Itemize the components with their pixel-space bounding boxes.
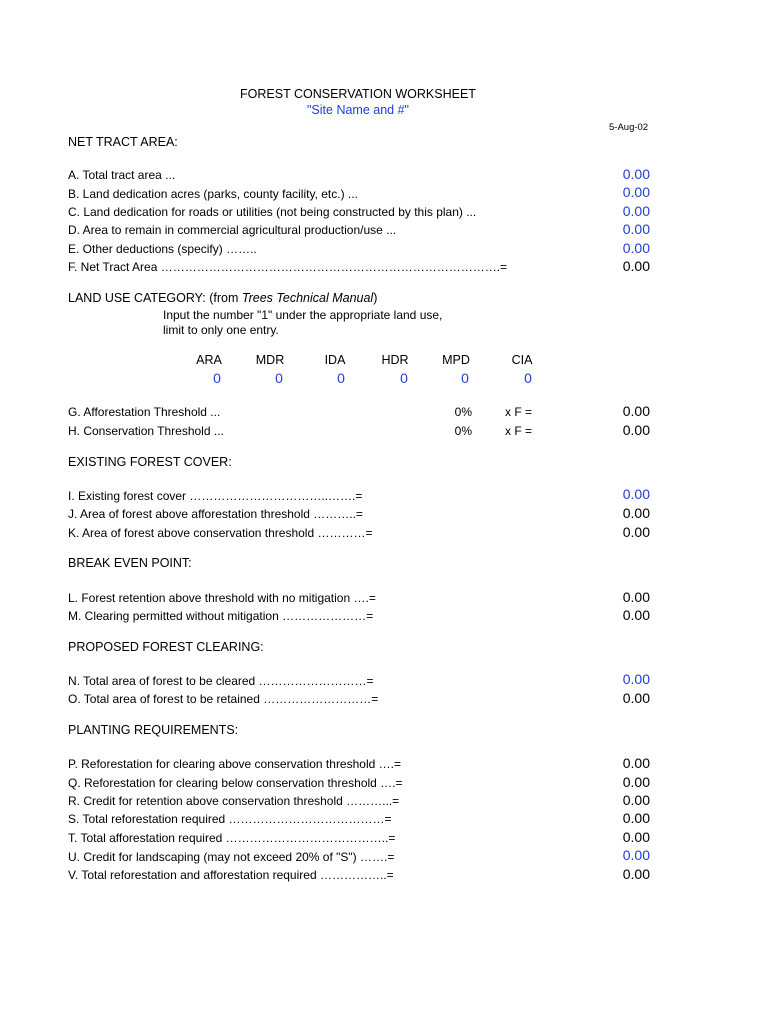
row-label-j: J. Area of forest above afforestation threshold ………..= [68, 507, 363, 521]
row-label-r: R. Credit for retention above conservation threshold ………...= [68, 794, 400, 808]
value-net-tract-area: 0.00 [622, 258, 650, 274]
trees-technical-manual-ref: Trees Technical Manual [241, 291, 374, 305]
row-label-c: C. Land dedication for roads or utilities (not being constructed by this plan) ... [68, 205, 477, 219]
row-label-o: O. Total area of forest to be retained ………………………= [68, 692, 379, 706]
input-landscaping-credit[interactable]: 0.00 [622, 847, 650, 863]
land-use-heading-suffix: ) [373, 291, 378, 305]
value-total-afforestation: 0.00 [622, 829, 650, 845]
section-heading-planting: PLANTING REQUIREMENTS: [68, 723, 239, 737]
value-forest-above-afforestation: 0.00 [622, 505, 650, 521]
row-label-b: B. Land dedication acres (parks, county facility, etc.) ... [68, 187, 358, 201]
input-land-use-hdr[interactable]: 0 [400, 370, 408, 386]
land-use-code-cia: CIA [511, 353, 533, 367]
land-use-code-mdr: MDR [255, 353, 285, 367]
input-other-deductions[interactable]: 0.00 [622, 240, 650, 256]
input-land-use-mdr[interactable]: 0 [275, 370, 283, 386]
value-reforestation-above-threshold: 0.00 [622, 755, 650, 771]
conservation-factor-label: x F = [505, 424, 533, 438]
input-land-dedication-roads[interactable]: 0.00 [622, 203, 650, 219]
row-label-n: N. Total area of forest to be cleared ………………………= [68, 674, 374, 688]
afforestation-factor-label: x F = [505, 405, 533, 419]
value-total-reforestation: 0.00 [622, 810, 650, 826]
worksheet-date: 5-Aug-02 [609, 122, 649, 133]
section-heading-break-even: BREAK EVEN POINT: [68, 556, 192, 570]
land-use-code-ida: IDA [324, 353, 346, 367]
afforestation-threshold-pct: 0% [454, 405, 472, 419]
land-use-code-hdr: HDR [381, 353, 409, 367]
land-use-heading-prefix: LAND USE CATEGORY: (from [68, 291, 242, 305]
row-label-v: V. Total reforestation and afforestation required ……………..= [68, 868, 394, 882]
section-heading-existing-forest: EXISTING FOREST COVER: [68, 455, 232, 469]
input-land-use-mpd[interactable]: 0 [461, 370, 469, 386]
row-label-a: A. Total tract area ... [68, 168, 176, 182]
value-clearing-without-mitigation: 0.00 [622, 607, 650, 623]
row-label-g: G. Afforestation Threshold ... [68, 405, 221, 419]
value-credit-for-retention: 0.00 [622, 792, 650, 808]
input-land-use-cia[interactable]: 0 [524, 370, 532, 386]
row-label-u: U. Credit for landscaping (may not exceed 20% of "S") …….= [68, 850, 395, 864]
row-label-q: Q. Reforestation for clearing below conservation threshold ….= [68, 776, 403, 790]
row-label-m: M. Clearing permitted without mitigation …………………= [68, 609, 374, 623]
input-total-tract-area[interactable]: 0.00 [622, 166, 650, 182]
row-label-s: S. Total reforestation required …………………………………= [68, 812, 392, 826]
row-label-i: I. Existing forest cover ……………………………..…….= [68, 489, 363, 503]
row-label-f: F. Net Tract Area ………………………………………………………………………….= [68, 260, 508, 274]
worksheet-title: FOREST CONSERVATION WORKSHEET [240, 87, 476, 101]
conservation-threshold-pct: 0% [454, 424, 472, 438]
value-forest-retention-no-mitigation: 0.00 [622, 589, 650, 605]
site-name-field[interactable]: "Site Name and #" [307, 103, 409, 117]
row-label-p: P. Reforestation for clearing above conservation threshold ….= [68, 757, 401, 771]
row-label-d: D. Area to remain in commercial agricultural production/use ... [68, 223, 397, 237]
value-reforestation-below-threshold: 0.00 [622, 774, 650, 790]
row-label-l: L. Forest retention above threshold with no mitigation ….= [68, 591, 376, 605]
row-label-k: K. Area of forest above conservation threshold …………= [68, 526, 373, 540]
value-conservation-threshold: 0.00 [622, 422, 650, 438]
input-agricultural-area[interactable]: 0.00 [622, 221, 650, 237]
input-existing-forest-cover[interactable]: 0.00 [622, 486, 650, 502]
input-land-use-ara[interactable]: 0 [213, 370, 221, 386]
land-use-instruction-2: limit to only one entry. [163, 323, 279, 337]
land-use-code-mpd: MPD [442, 353, 470, 367]
section-heading-forest-clearing: PROPOSED FOREST CLEARING: [68, 640, 264, 654]
value-total-reforestation-afforestation: 0.00 [622, 866, 650, 882]
input-land-use-ida[interactable]: 0 [337, 370, 345, 386]
value-afforestation-threshold: 0.00 [622, 403, 650, 419]
row-label-e: E. Other deductions (specify) …….. [68, 242, 257, 256]
land-use-instruction-1: Input the number "1" under the appropriate land use, [163, 308, 443, 322]
input-forest-to-be-cleared[interactable]: 0.00 [622, 671, 650, 687]
land-use-code-ara: ARA [196, 353, 222, 367]
value-forest-above-conservation: 0.00 [622, 524, 650, 540]
row-label-t: T. Total afforestation required …………………………………..= [68, 831, 396, 845]
row-label-h: H. Conservation Threshold ... [68, 424, 224, 438]
value-forest-to-be-retained: 0.00 [622, 690, 650, 706]
input-land-dedication-acres[interactable]: 0.00 [622, 184, 650, 200]
section-heading-net-tract: NET TRACT AREA: [68, 135, 178, 149]
section-heading-land-use [68, 292, 377, 305]
